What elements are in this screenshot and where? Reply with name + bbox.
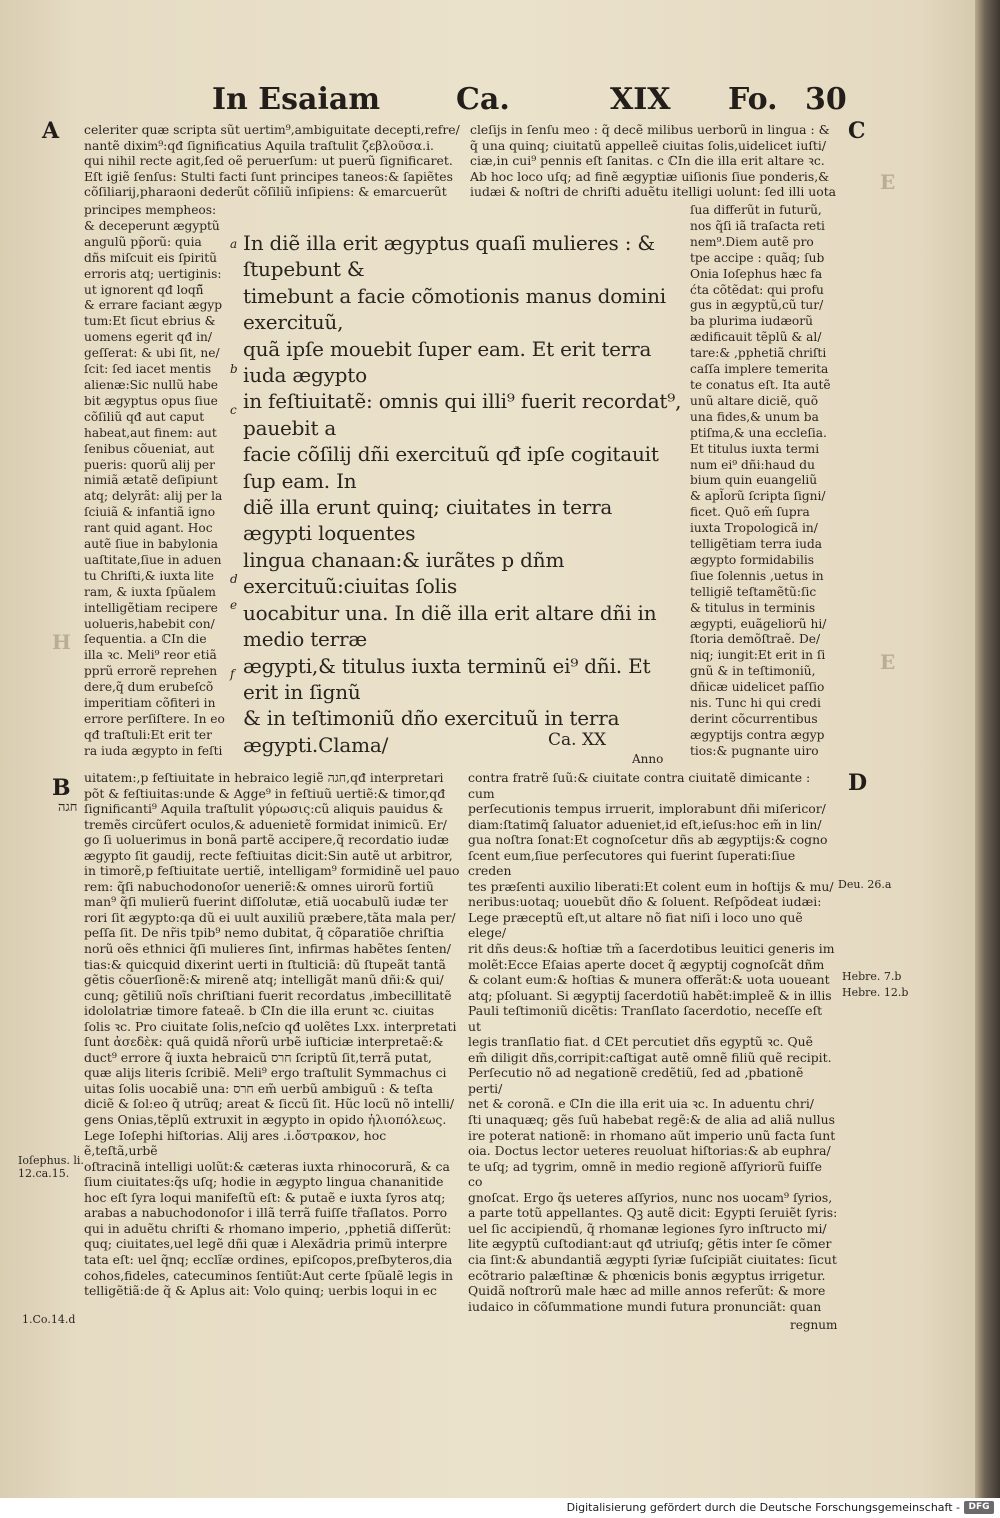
left-bottom-commentary: uitatem:,p feſtiuitate in hebraico legiẽ חגה,qđ interpretari põt & feſtiuitas:unde & Agge⁹ in feſtiuũ uertiẽ:& timor,qđ ſignificanti⁹ Aquila traſtulit γύρωσις:cũ aliquis pauidus & tremẽs circũfert oculos,& aduenietẽ formidat inimicũ. Er/ go ſi uoluerimus in bonã partẽ accipere,q̃ recordatio iudæ ægypto ſit gaudij, recte feſtiuitas dicit:Sin autẽ ut arbitror, in timorẽ,p feſtiuitate uertiẽ, intelligam⁹ formidinẽ uel pauo rem: q̃ſi nabuchodonoſor ueneriẽ:& omnes uirorũ fortiũ man⁹ q̃ſi mulierũ fuerint diſſolutæ, etiã uocabulũ iudæ ter rori ſit ægypto:qa dũ ei uult auxiliũ præbere,tãta mala per/ peſſa ſit. De nr̃is tpib⁹ nemo dubitat, q̃ cõparatiõe chriſtia norũ oẽs ethnici q̃ſi mulieres ſint, infirmas habẽtes ſenten/ tias:& quicquid dixerint uerti in ſtulticiã: dũ ſtupeãt tantã gẽtis cõuerſionẽ:& mirenẽ atq; intelligãt manũ dñi:& qui/ cunq; gẽtiliũ noĩs chriſtiani fuerit recordatus ,imbecillitatẽ idololatriæ timore fateaẽ. b ℂIn die illa erunt ꝛc. ciuitas ſolis ꝛc. Pro ciuitate ſolis,neſcio qđ uolẽtes Lxx. interpretati ſunt ἀσεδὲκ: quã quidã nr̃orũ urbẽ iuſticiæ interpretaẽ:& duct⁹ errore q̃ iuxta hebraicũ חרס ſcriptũ ſit,terrã putat, quæ alijs literis ſcribiẽ. Meli⁹ ergo traſtulit Symmachus ci uitas ſolis uocabiẽ una: חרס em̃ uerbũ ambiguũ : & teſta diciẽ & ſol:eo q̃ utrũq; areat & ſiccũ ſit. Hũc locũ nõ intelli/ gens Onias,tẽplũ extruxit in ægypto in opido ἡλιοπόλεως. Lege Ioſephi hiſtorias. Alij ares .i.ὄστρακον, hoc ẽ,teſtã,urbẽ oſtracinã intelligi uolũt:& cæteras iuxta rhinocorurã, & ca ſium ciuitates:q̃s uſq; hodie in ægypto lingua chananitide hoc eſt ſyra loqui manifeſtũ eſt: & putaẽ e iuxta ſyros atq; arabas a nabuchodonoſor i illã terrã fuiſſe tr̃aſlatos. Porro qui in aduẽtu chriſti & rhomano imperio, ,pphetiã diſſerũt: quq; ciuitates,uel legẽ dñi quæ i Alexãdria primũ interpre tata eſt: uel q̃nq; ecclĩæ ordines, epiſcopos,preſbyteros,dia cohos,fideles, catecuminos ſentiũt:Aut certe ſpũalẽ legis in telligẽtiã:de q̃ & Aplus ait: Volo quinq; uerbis loqui in ec <box>84 770 460 1299</box>
margin-note-corinthians: 1.Co.14.d <box>22 1313 76 1326</box>
section-letter-b: B <box>52 775 71 801</box>
main-scripture-text: In diẽ illa erit ægyptus quaſi mulieres : & ſtupebunt & timebunt a facie cõmotionis manus domini exercituũ, quã ipſe mouebit ſuper eam. Et erit terra iuda ægypto in feſtiuitatẽ: omnis qui illi⁹ fuerit recordat⁹, pauebit a facie cõſilij dñi exercituũ qđ ipſe cogitauit ſup eam. In diẽ illa erunt quinq; ciuitates in terra ægypti loquentes lingua chanaan:& iurãtes p dñm exercituũ:ciuitas ſolis uocabitur una. In diẽ illa erit altare dñi in medio terræ ægypti,& titulus iuxta terminũ ei⁹ dñi. Et erit in ſignũ & in teſtimoniũ dño exercituũ in terra ægypti.Clama/ <box>243 231 682 757</box>
header-ca-label: Ca. <box>456 82 510 117</box>
funding-notice: Digitalisierung gefördert durch die Deutsche Forschungsgemeinschaft - <box>566 1501 960 1514</box>
catchword-anno: Anno <box>632 752 664 766</box>
right-bottom-commentary: contra fratrẽ ſuũ:& ciuitate contra ciuitatẽ dimicante : cum perſecutionis tempus irruerit, implorabunt dñi miſericor/ diam:ſtatimq̃ ſaluator adueniet,id eſt,ieſus:hoc em̃ in lin/ gua noſtra ſonat:Et cognoſcetur dñs ab ægyptijs:& cogno ſcent eum,ſiue perſecutores qui fuerint ſuperati:ſiue creden tes præſenti auxilio liberati:Et colent eum in hoſtijs & mu/ neribus:uotaq; uouebũt dño & ſoluent. Reſpõdeat iudæi: Lege præceptũ eſt,ut altare nõ fiat niſi i loco uno quẽ elege/ rit dñs deus:& hoſtiæ tm̃ a ſacerdotibus leuitici generis im molẽt:Ecce Eſaias aperte docet q̃ ægyptij cognoſcãt dñm & colant eum:& hoſtias & munera offerãt:& uota uoueant atq; pſoluant. Si ægyptij ſacerdotiũ habẽt:impleẽ & in illis Pauli teſtimoniũ dicẽtis: Tranſlato ſacerdotio, neceſſe eſt ut legis tranſlatio fiat. d ℂEt percutiet dñs egyptũ ꝛc. Quẽ em̃ diligit dñs,corripit:caſtigat autẽ omnẽ filiũ quẽ recipit. Perſecutio nõ ad negationẽ credẽtiũ, ſed ad ,pbationẽ perti/ net & coronã. e ℂIn die illa erit uia ꝛc. In aduentu chri/ ſti unaquæq; gẽs ſuũ habebat regẽ:& de alia ad aliã nullus ire poterat nationẽ: in rhomano aũt imperio unũ facta ſunt oia. Doctus lector ueteres reuoluat hiſtorias:& ab euphra/ te uſq; ad tygrim, omnẽ in medio regionẽ aſſyriorũ fuiſſe co gnoſcat. Ergo q̃s ueteres aſſyrios, nunc nos uocam⁹ ſyrios, a parte totũ appellantes. Qꝫ autẽ dicit: Egypti ſeruiẽt ſyris: uel ſic accipiendũ, q̃ rhomanæ legiones ſyro inſtructo mi/ lite ægyptũ cuſtodiant:aut qđ utriuſq; gẽtis inter ſe cõmer cia ſint:& abundantiã ægypti ſyriæ ſuſcipiãt ciuitates: ſicut ecõtrario palæſtinæ & phœnicis bonis ægyptus irrigetur. Quidã noſtrorũ male hæc ad mille annos referũt: & more iudaico in cõſummatione mundi futura pronunciãt: quan <box>468 770 838 1314</box>
verse-letter: e <box>230 598 238 612</box>
verse-letter: a <box>230 237 238 251</box>
margin-note-deuteronomy: Deu. 26.a <box>838 878 892 891</box>
center-commentary-top: cleſijs in ſenſu meo : q̃ decẽ milibus uerborũ in lingua : & q̃ una quinq; ciuitatũ appelleẽ ciuitas ſolis,uidelicet iuſti/ ciæ,in cui⁹ pennis eſt ſanitas. c ℂIn die illa erit altare ꝛc. Ab hoc loco uſq; ad finẽ ægyptiæ uiſionis ſiue ponderis,& iudæi & noſtri de chriſti aduẽtu itelligi uolunt: ſed illi uota <box>470 122 837 200</box>
header-folio-label: Fo. <box>728 82 778 117</box>
left-commentary-column: principes mempheos: & deceperunt ægyptũ angulũ pp̃orũ: quia dñs miſcuit eis ſpiritũ erroris atq; uertiginis: ut ignorent qđ loqñ̃ & errare faciant ægyp tum:Et ſicut ebrius & uomens egerit qđ in/ geſſerat: & ubi ſit, ne/ ſcit: ſed iacet mentis alienæ:Sic nullũ habe bit ægyptus opus ſiue cõſiliũ qđ aut caput habeat,aut finem: aut ſenibus cõueniat, aut pueris: quorũ alij per nimiã ætatẽ deſipiunt atq; delyrãt: alij per la ſciuiã & infantiã igno rant quid agant. Hoc autẽ ſiue in babylonia uaſtitate,ſiue in aduen tu Chriſti,& iuxta lite ram, & iuxta ſpũalem intelligẽtiam recipere uolueris,habebit con/ ſequentia. a ℂIn die illa ꝛc. Meli⁹ reor etiã pprũ errorẽ reprehen dere,q̃ dum erubeſcõ imperitiam cõfiteri in errore perſiſtere. In eo qđ traſtuli:Et erit ter ra iuda ægypto in feſti <box>84 203 225 758</box>
margin-note-hebrews-12: Hebre. 12.b <box>842 986 909 999</box>
bleed-through-mark: E <box>880 650 896 674</box>
verse-letter: f <box>230 667 235 681</box>
running-header <box>0 82 1000 122</box>
dfg-logo-icon: DFG <box>964 1501 994 1514</box>
header-book-title: In Esaiam <box>212 82 381 117</box>
catchword-regnum: regnum <box>790 1318 838 1332</box>
book-spine-edge <box>975 0 1000 1498</box>
chapter-heading-next: Ca. XX <box>548 730 607 750</box>
header-chapter-number: XIX <box>610 82 671 117</box>
verse-letter: c <box>230 403 237 417</box>
bleed-through-mark: H <box>52 630 71 654</box>
verse-letter: d <box>230 572 238 586</box>
margin-note-hebrews-7: Hebre. 7.b <box>842 970 902 983</box>
bleed-through-mark: E <box>880 170 896 194</box>
digitization-footer <box>0 1498 1000 1518</box>
right-commentary-column: ſua differũt in futurũ, nos q̃ſi iã traſacta reti nem⁹.Diem autẽ pro tpe accipe : quãq; ſub Onia Ioſephus hæc fa ćta cõtẽdat: qui profu gus in ægyptũ,cũ tur/ ba plurima iudæorũ ædificauit tẽplũ & al/ tare:& ,pphetiã chriſti caſſa implere temerita te conatus eſt. Ita autẽ unũ altare diciẽ, quõ una fides,& unum ba ptiſma,& una eccleſia. Et titulus iuxta termi num ei⁹ dñi:haud du bium quin euangeliũ & apl̃orũ ſcripta ſigni/ ficet. Quõ em̃ ſupra iuxta Tropologicã in/ telligẽtiam terra iuda ægypto formidabilis ſiue ſolennis ,uetus in telligiẽ teſtamẽtũ:ſic & titulus in terminis ægypti, euãgeliorũ hi/ ſtoria demõſtraẽ. De/ niq; iungit:Et erit in ſi gnũ & in teſtimoniũ, dñicæ uidelicet paſſio nis. Tunc hi qui credi derint cõcurrentibus ægyptijs contra ægyp tios:& pugnante uiro <box>690 203 831 758</box>
section-letter-d: D <box>848 770 868 796</box>
verse-letter: b <box>230 362 238 376</box>
section-letter-a: A <box>42 118 60 144</box>
margin-hebrew-word: חגה <box>58 800 78 815</box>
header-folio-number: 30 <box>805 82 847 117</box>
section-letter-c: C <box>848 118 866 144</box>
margin-note-josephus: Ioſephus. li. 12.ca.15. <box>18 1154 84 1180</box>
left-commentary-top: celeriter quæ scripta sũt uertim⁹,ambiguitate decepti,refre/ nantẽ dixim⁹:qđ ſignificatius Aquila traſtulit ζεβλοῦσα.i. qui nihil recte agit,ſed oẽ peruerſum: ut puerũ ſignificaret. Eſt igiẽ ſenſus: Stulti facti ſunt principes taneos:& ſapiẽtes cõſiliarij,pharaoni dederũt cõſiliũ inſipiens: & emarcuerũt <box>84 122 460 200</box>
